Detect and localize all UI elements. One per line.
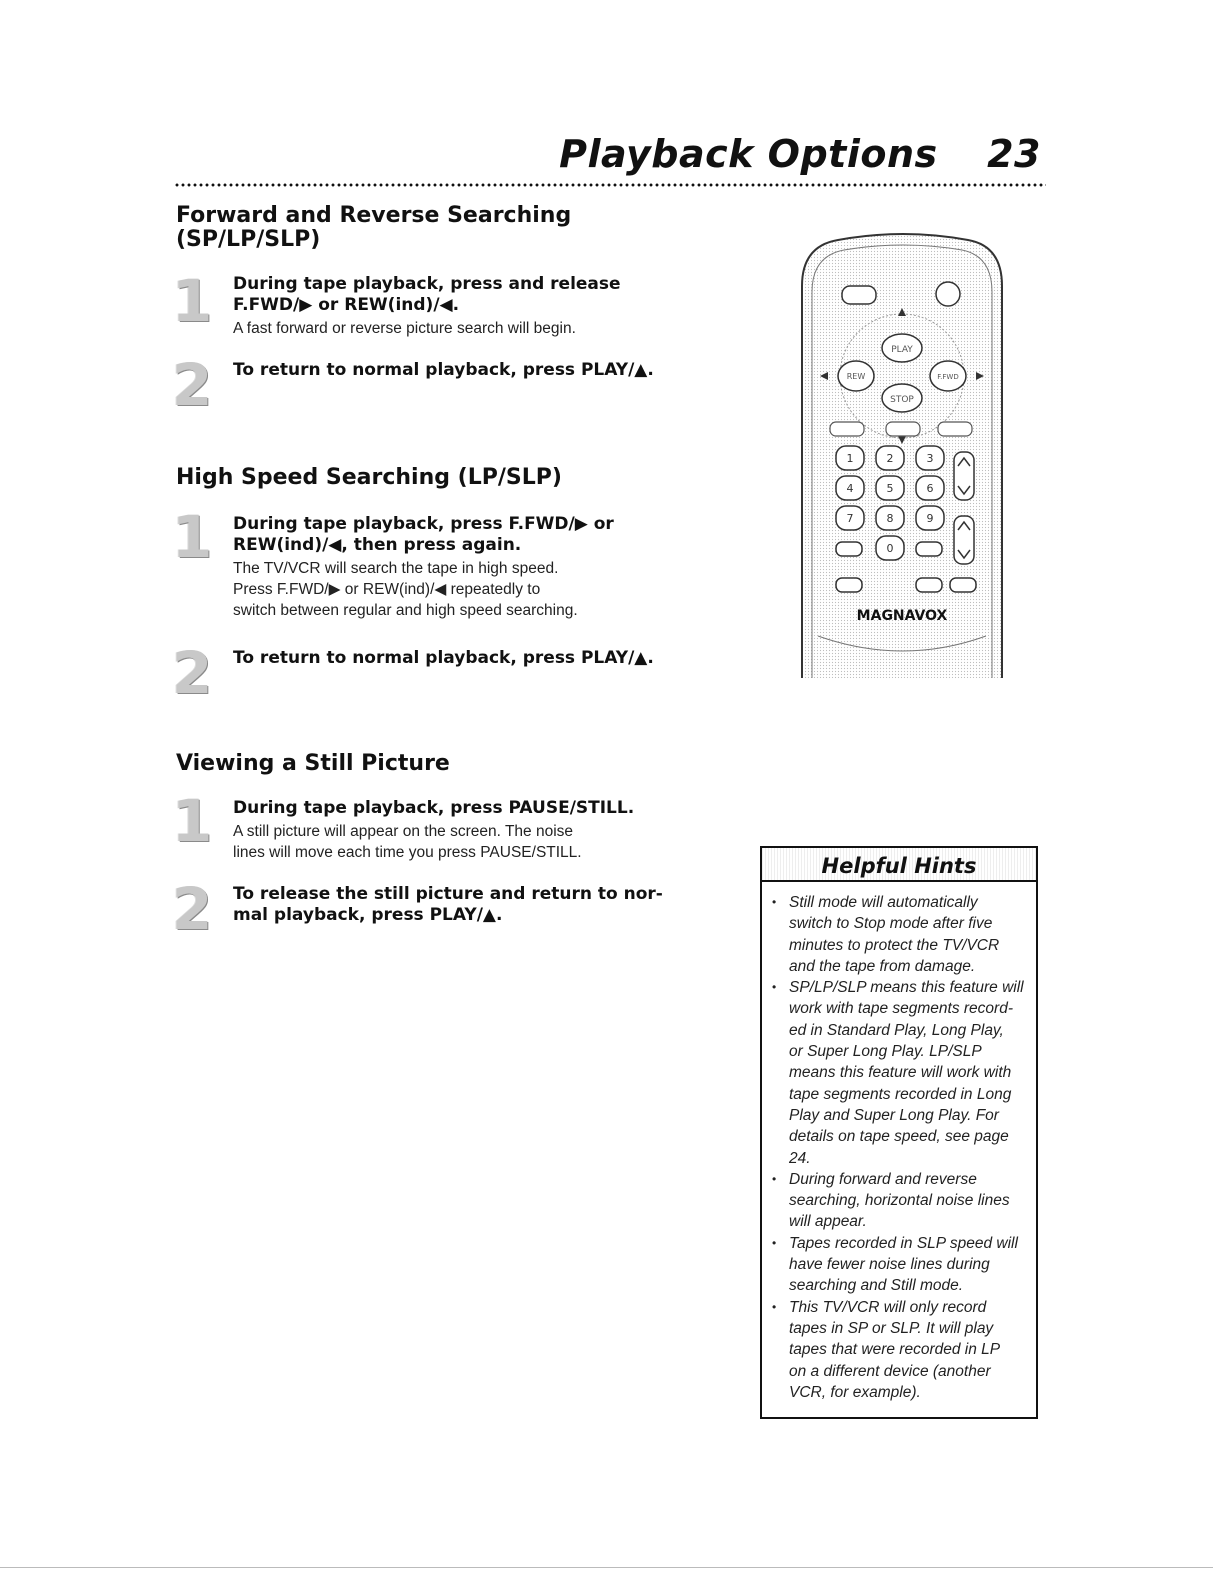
step-title-line: During tape playback, press F.FWD/▶ or <box>233 514 614 534</box>
hint-line: • Still mode will automatically <box>789 894 978 911</box>
step-title <box>233 648 673 669</box>
step-body-line: switch between regular and high speed searching. <box>233 602 578 619</box>
hint-line: • Tapes recorded in SLP speed will <box>789 1234 1018 1252</box>
section-heading-text: High Speed Searching (LP/SLP) <box>176 465 562 490</box>
keypad-key-6: 6 <box>926 482 934 495</box>
hint-line: will appear. <box>789 1213 867 1231</box>
step-body-line: A fast forward or reverse picture search will begin. <box>233 320 576 337</box>
hint-line: switch to Stop mode after five <box>789 915 993 933</box>
section-heading-forward-reverse <box>176 204 571 252</box>
step-number: 1 <box>172 503 213 571</box>
step-body-line: A still picture will appear on the screen. The noise <box>233 823 574 840</box>
hint-item <box>772 1297 1030 1403</box>
step-number: 2 <box>172 351 213 419</box>
hint-line: ed in Standard Play, Long Play, <box>789 1021 1004 1039</box>
step-title-line: REW(ind)/◀, then press again. <box>233 535 522 555</box>
remote-brand-logo: MAGNAVOX <box>856 608 948 624</box>
step-title-line: mal playback, press PLAY/▲. <box>233 905 503 925</box>
hint-line: • This TV/VCR will only record <box>789 1298 987 1316</box>
step-title-line: During tape playback, press PAUSE/STILL. <box>233 798 635 818</box>
keypad-key-8: 8 <box>886 512 894 525</box>
section-heading-still-picture <box>176 752 450 776</box>
page-number: 23 <box>987 132 1041 176</box>
hint-item <box>772 1233 1030 1297</box>
keypad-key-0: 0 <box>886 542 894 555</box>
section-heading-text: Viewing a Still Picture <box>176 751 450 776</box>
step-number: 1 <box>172 267 213 335</box>
step-title-line: During tape playback, press and release <box>233 274 621 294</box>
hint-item <box>772 1169 1030 1233</box>
step-body-line: The TV/VCR will search the tape in high speed. <box>233 560 559 577</box>
step-body <box>233 318 663 339</box>
hint-line: 24. <box>789 1149 811 1167</box>
step-body-line: lines will move each time you press PAUSE/STILL. <box>233 844 582 861</box>
step-body-line: Press F.FWD/▶ or REW(ind)/◀ repeatedly to <box>233 581 541 598</box>
keypad-key-7: 7 <box>846 512 854 525</box>
hint-line: VCR, for example). <box>789 1383 921 1401</box>
section-heading-high-speed <box>176 466 562 490</box>
hint-line: searching, horizontal noise lines <box>789 1192 1010 1210</box>
hint-line: work with tape segments record- <box>789 1000 1013 1018</box>
hint-item <box>772 977 1030 1169</box>
step-number: 2 <box>172 875 213 943</box>
step-title <box>233 514 673 556</box>
hint-line: means this feature will work with <box>789 1064 1012 1082</box>
page-title-text: Playback Options <box>559 132 938 176</box>
hint-line: tapes in SP or SLP. It will play <box>789 1319 994 1337</box>
step-body <box>233 821 663 863</box>
step-title <box>233 274 673 316</box>
ffwd-button-label: F.FWD <box>937 373 959 381</box>
hint-item <box>772 892 1030 977</box>
hint-line: • SP/LP/SLP means this feature will <box>789 979 1024 997</box>
keypad-key-5: 5 <box>886 482 894 495</box>
section-heading-text: Forward and Reverse Searching <box>176 203 572 228</box>
play-button-label: PLAY <box>891 345 913 355</box>
keypad-key-9: 9 <box>926 512 934 525</box>
hint-line: tape segments recorded in Long <box>789 1085 1012 1103</box>
step-title-line: To return to normal playback, press PLAY/▲. <box>233 648 654 668</box>
hint-line: • During forward and reverse <box>789 1170 977 1188</box>
step-title <box>233 360 673 381</box>
dotted-rule <box>174 183 1046 187</box>
hint-line: Play and Super Long Play. For <box>789 1106 999 1124</box>
step-title-line: F.FWD/▶ or REW(ind)/◀. <box>233 295 460 315</box>
remote-control-illustration <box>798 226 1008 678</box>
hint-line: details on tape speed, see page <box>789 1128 1009 1146</box>
hint-line: have fewer noise lines during <box>789 1256 990 1274</box>
page-title <box>559 132 1041 176</box>
page-bottom-edge <box>0 1567 1213 1568</box>
step-number: 2 <box>172 639 213 707</box>
hint-line: or Super Long Play. LP/SLP <box>789 1043 982 1061</box>
keypad-key-3: 3 <box>926 452 934 465</box>
hint-line: and the tape from damage. <box>789 957 976 975</box>
section-subheading: (SP/LP/SLP) <box>176 227 321 252</box>
hints-list <box>762 882 1036 1403</box>
stop-button-label: STOP <box>890 395 914 405</box>
step-title <box>233 798 673 819</box>
keypad-key-4: 4 <box>846 482 854 495</box>
keypad-key-2: 2 <box>886 452 894 465</box>
rew-button-label: REW <box>846 372 866 381</box>
hint-line: on a different device (another <box>789 1362 991 1380</box>
step-title-line: To return to normal playback, press PLAY/▲. <box>233 360 654 380</box>
step-body <box>233 558 663 621</box>
helpful-hints-title: Helpful Hints <box>762 848 1036 882</box>
step-title <box>233 884 673 926</box>
helpful-hints-box <box>760 846 1038 1419</box>
hint-line: searching and Still mode. <box>789 1277 964 1295</box>
step-number: 1 <box>172 787 213 855</box>
hint-line: minutes to protect the TV/VCR <box>789 936 1000 954</box>
step-title-line: To release the still picture and return to nor- <box>233 884 663 904</box>
hint-line: tapes that were recorded in LP <box>789 1341 1001 1359</box>
keypad-key-1: 1 <box>846 452 854 465</box>
